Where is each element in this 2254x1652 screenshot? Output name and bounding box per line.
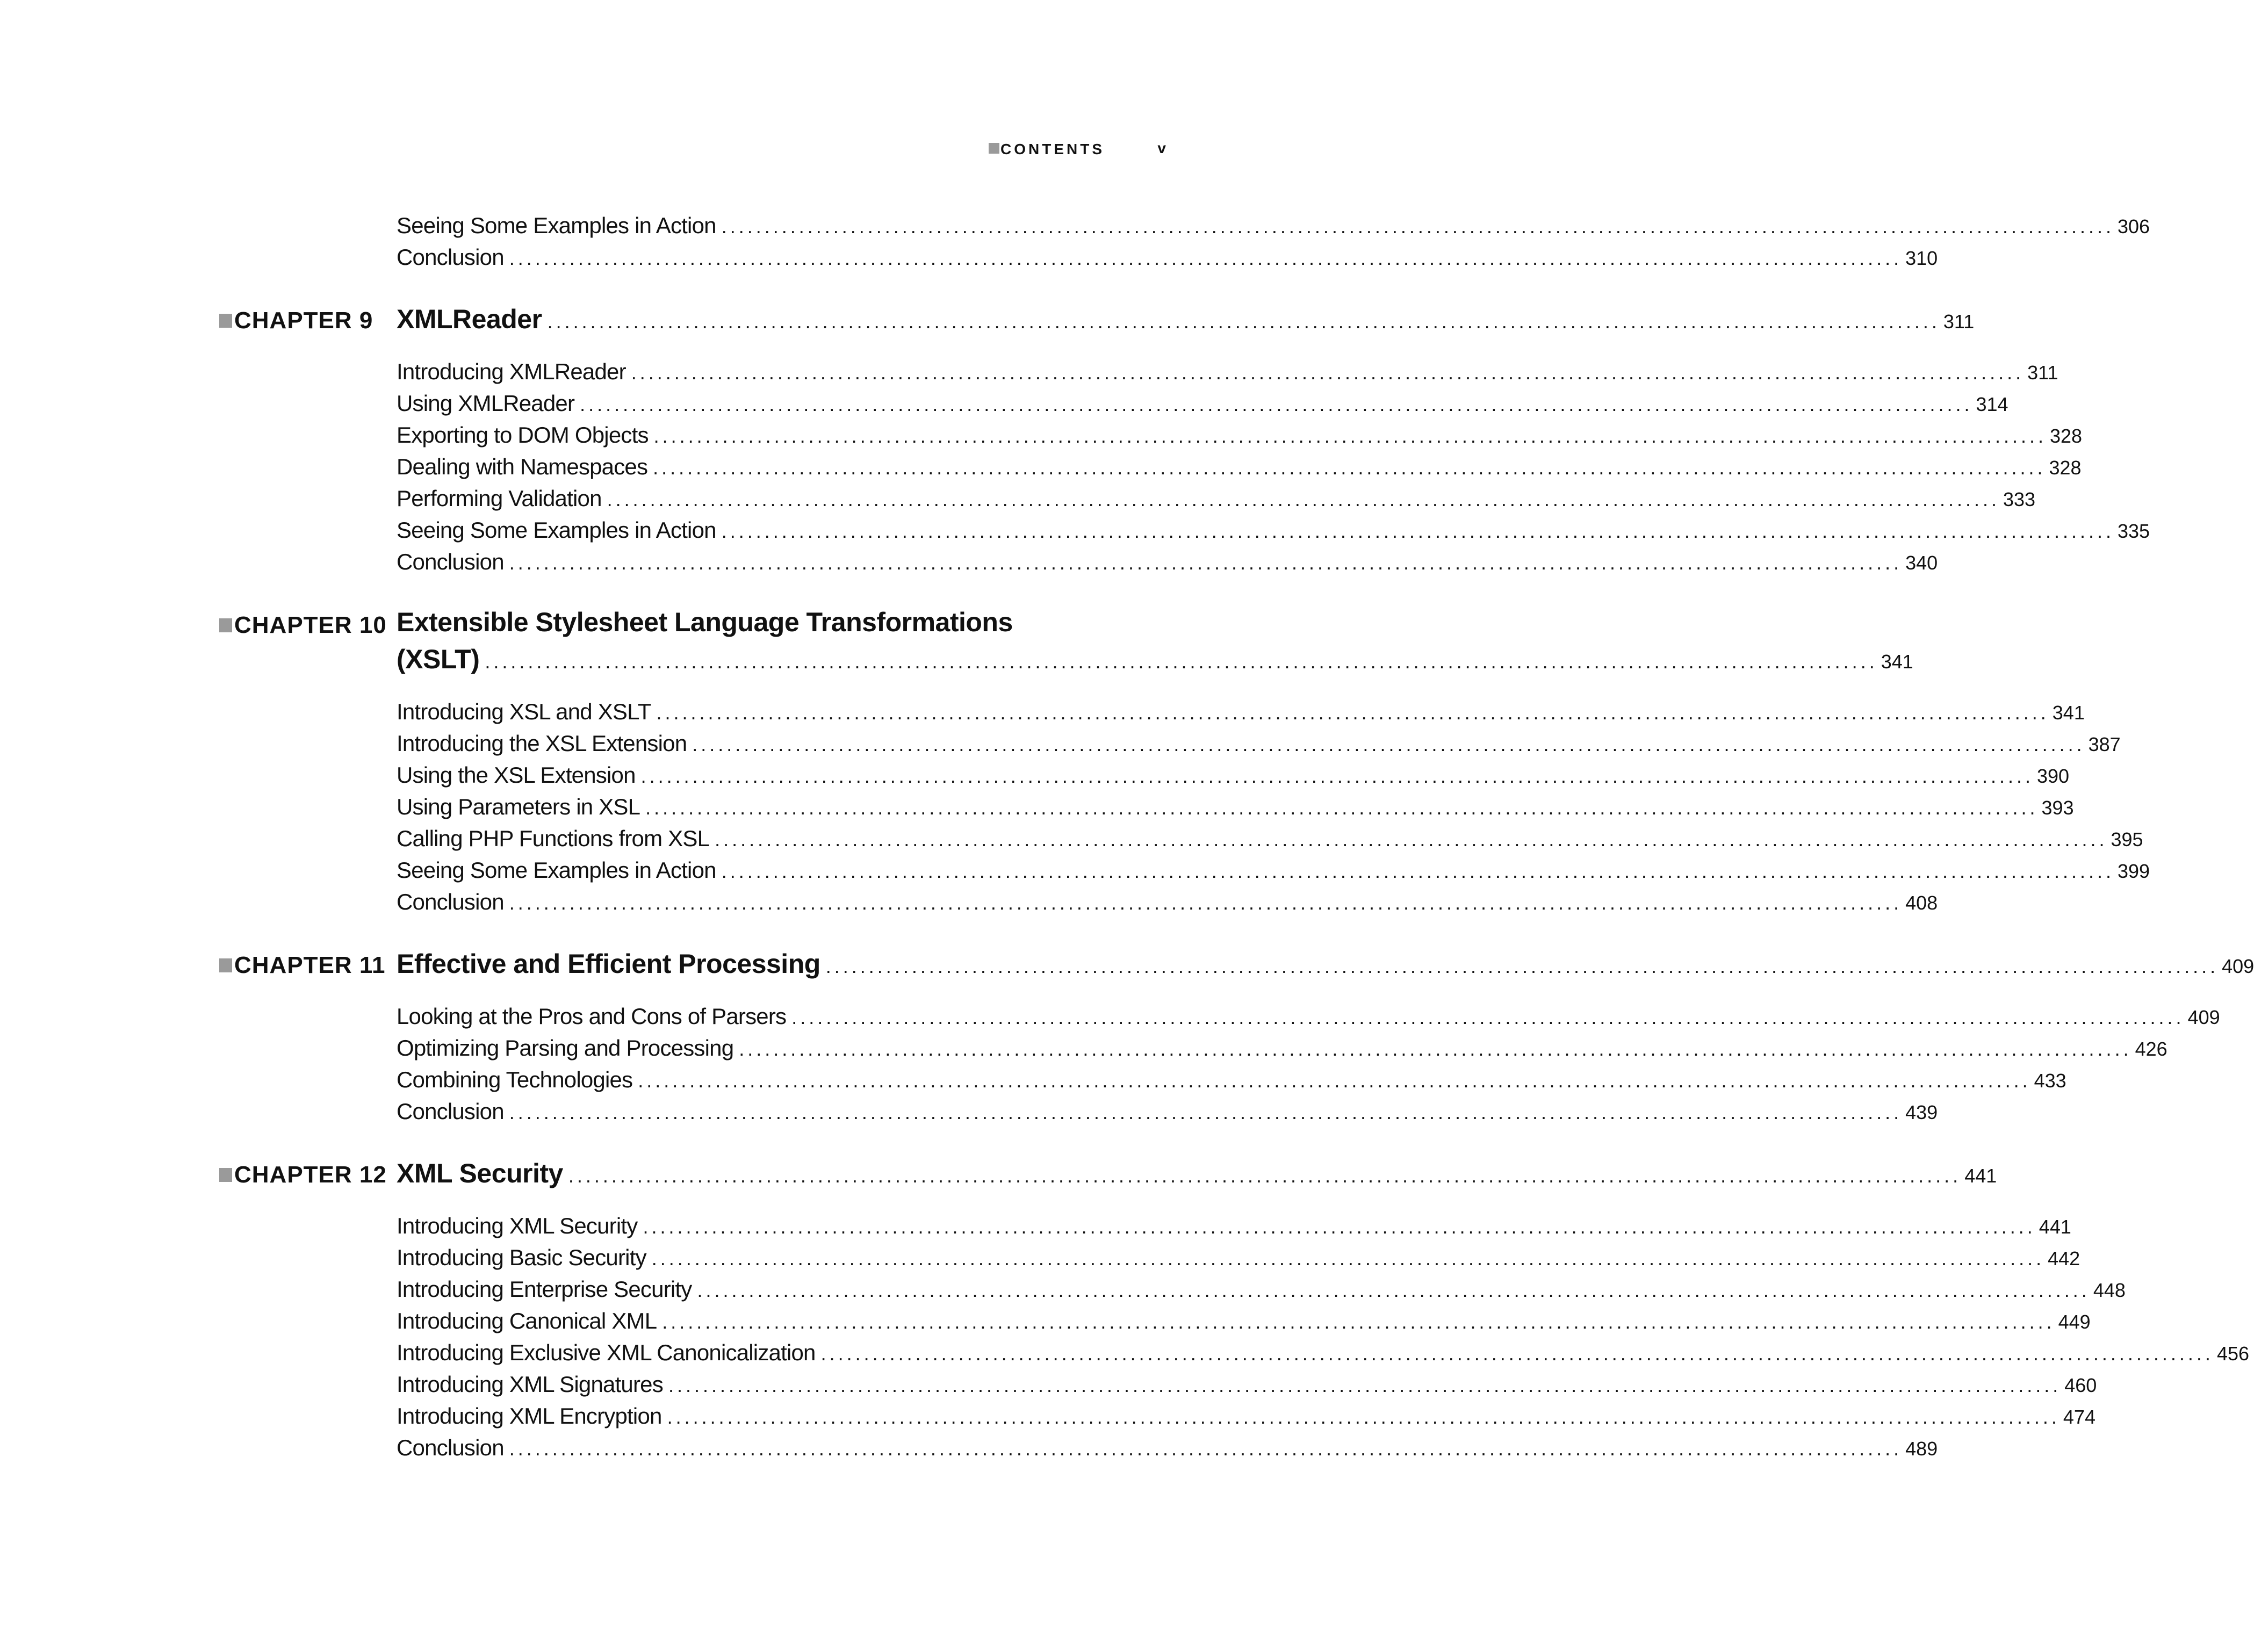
chapter-page: 341 (1881, 651, 1913, 673)
chapter-title-entry[interactable] (397, 1154, 1997, 1193)
entry-title: Introducing Enterprise Security (397, 1276, 692, 1302)
chapter-label: CHAPTER 9 (219, 307, 373, 334)
dot-leader: .................................................................................................................................................................. (739, 1038, 2132, 1060)
toc-entry[interactable] (397, 823, 2143, 854)
toc-entry[interactable] (397, 727, 2121, 759)
toc-entry[interactable] (397, 1400, 2095, 1432)
square-bullet-icon (219, 958, 232, 972)
dot-leader: .................................................................................................................................................................. (640, 765, 2034, 787)
dot-leader: .................................................................................................................................................................. (509, 1438, 1903, 1460)
entry-title: Using XMLReader (397, 391, 575, 416)
table-of-contents (219, 210, 2254, 1463)
entry-title: Seeing Some Examples in Action (397, 517, 716, 543)
entry-title: Exporting to DOM Objects (397, 422, 649, 448)
toc-entry[interactable] (397, 546, 1938, 578)
dot-leader: .................................................................................................................................................................. (715, 828, 2108, 850)
chapter-page: 409 (2222, 955, 2254, 977)
entry-page: 393 (2041, 797, 2074, 819)
dot-leader: .................................................................................................................................................................. (656, 702, 2049, 724)
entry-title: Conclusion (397, 244, 504, 270)
dot-leader: .................................................................................................................................................................. (653, 425, 2047, 447)
dot-leader: .................................................................................................................................................................. (692, 733, 2085, 755)
chapter-10-sections (219, 696, 2150, 918)
entry-page: 439 (1905, 1101, 1938, 1123)
dot-leader: .................................................................................................................................................................. (568, 1165, 1962, 1187)
continued-section-list (219, 210, 2150, 273)
section-label: CONTENTS (1000, 141, 1105, 157)
dot-leader: .................................................................................................................................................................. (721, 215, 2115, 237)
toc-entry[interactable] (397, 1032, 2167, 1064)
entry-title: Using Parameters in XSL (397, 794, 640, 819)
entry-page: 311 (2027, 362, 2058, 384)
entry-title: Combining Technologies (397, 1067, 633, 1092)
chapter-12-sections (219, 1210, 2250, 1463)
entry-title: Performing Validation (397, 486, 602, 511)
dot-leader: .................................................................................................................................................................. (721, 520, 2115, 542)
dot-leader: .................................................................................................................................................................. (580, 393, 1973, 415)
entry-title: Introducing XMLReader (397, 359, 626, 384)
entry-page: 460 (2064, 1374, 2097, 1396)
entry-title: Seeing Some Examples in Action (397, 213, 716, 238)
entry-page: 341 (2052, 702, 2085, 724)
chapter-label: CHAPTER 11 (219, 952, 385, 979)
dot-leader: .................................................................................................................................................................. (509, 552, 1903, 574)
dot-leader: .................................................................................................................................................................. (547, 311, 1940, 333)
toc-entry[interactable] (397, 1000, 2220, 1032)
entry-page: 409 (2187, 1006, 2220, 1028)
dot-leader: .................................................................................................................................................................. (643, 1216, 2036, 1238)
entry-title: Calling PHP Functions from XSL (397, 826, 710, 851)
dot-leader: .................................................................................................................................................................. (820, 1343, 2214, 1365)
toc-entry[interactable] (397, 1337, 2250, 1368)
chapter-page: 311 (1943, 311, 1975, 333)
dot-leader: .................................................................................................................................................................. (662, 1311, 2055, 1333)
dot-leader: .................................................................................................................................................................. (485, 651, 1878, 673)
dot-leader: .................................................................................................................................................................. (645, 797, 2039, 819)
chapter-label: CHAPTER 10 (219, 612, 387, 639)
entry-page: 408 (1905, 892, 1938, 914)
entry-page: 328 (2049, 457, 2082, 479)
toc-entry[interactable] (397, 356, 2058, 387)
entry-title: Conclusion (397, 1099, 504, 1124)
toc-entry[interactable] (397, 451, 2082, 482)
chapter-12 (219, 1154, 1997, 1193)
toc-entry[interactable] (397, 419, 2083, 451)
toc-entry[interactable] (397, 1210, 2071, 1242)
dot-leader: .................................................................................................................................................................. (825, 955, 2219, 977)
entry-page: 448 (2093, 1279, 2126, 1301)
entry-page: 390 (2036, 765, 2070, 787)
toc-entry[interactable] (397, 791, 2074, 823)
chapter-title[interactable]: Extensible Stylesheet Language Transformations (397, 607, 1013, 637)
entry-title: Introducing Exclusive XML Canonicalization (397, 1340, 816, 1365)
entry-page: 340 (1905, 552, 1938, 574)
chapter-title-continued: (XSLT) (397, 644, 480, 674)
entry-title: Conclusion (397, 1435, 504, 1460)
entry-page: 433 (2034, 1070, 2066, 1092)
dot-leader: .................................................................................................................................................................. (697, 1279, 2090, 1301)
entry-title: Optimizing Parsing and Processing (397, 1035, 734, 1061)
square-bullet-icon (219, 1168, 232, 1182)
entry-page: 335 (2118, 520, 2150, 542)
chapter-title: XMLReader (397, 304, 542, 334)
dot-leader: .................................................................................................................................................................. (667, 1406, 2060, 1428)
entry-page: 387 (2088, 733, 2121, 755)
entry-title: Introducing Canonical XML (397, 1308, 657, 1333)
toc-entry[interactable] (397, 1368, 2097, 1400)
toc-entry[interactable] (397, 759, 2070, 791)
chapter-9 (219, 300, 1975, 338)
dot-leader: .................................................................................................................................................................. (668, 1374, 2062, 1396)
toc-entry[interactable] (397, 1273, 2126, 1305)
entry-title: Introducing XML Security (397, 1213, 638, 1238)
toc-entry[interactable] (397, 210, 2150, 241)
chapter-title: Effective and Efficient Processing (397, 949, 820, 979)
chapter-11 (219, 944, 2254, 983)
chapter-label: CHAPTER 12 (219, 1162, 387, 1188)
square-bullet-icon (219, 618, 232, 632)
dot-leader: .................................................................................................................................................................. (638, 1070, 2031, 1092)
chapter-title-entry[interactable] (397, 640, 1913, 679)
chapter-page: 441 (1964, 1165, 1997, 1187)
entry-title: Conclusion (397, 549, 504, 574)
entry-page: 399 (2118, 860, 2150, 882)
entry-page: 306 (2118, 215, 2150, 237)
entry-page: 314 (1976, 393, 2008, 415)
chapter-11-sections (219, 1000, 2220, 1127)
entry-title: Using the XSL Extension (397, 762, 636, 788)
entry-title: Introducing XML Signatures (397, 1372, 663, 1397)
page-number: v (1157, 140, 1166, 156)
dot-leader: .................................................................................................................................................................. (607, 488, 2000, 510)
chapter-title: XML Security (397, 1158, 563, 1188)
entry-title: Looking at the Pros and Cons of Parsers (397, 1004, 787, 1029)
entry-page: 310 (1905, 247, 1938, 269)
toc-entry[interactable] (397, 1095, 1938, 1127)
entry-page: 395 (2111, 828, 2143, 850)
entry-page: 328 (2049, 425, 2083, 447)
entry-page: 456 (2216, 1343, 2250, 1365)
dot-leader: .................................................................................................................................................................. (651, 1247, 2045, 1269)
entry-title: Seeing Some Examples in Action (397, 857, 716, 883)
toc-entry[interactable] (397, 1064, 2066, 1095)
toc-entry[interactable] (397, 514, 2150, 546)
toc-entry[interactable] (397, 886, 1938, 918)
entry-title: Dealing with Namespaces (397, 454, 648, 479)
entry-page: 333 (2003, 488, 2036, 510)
chapter-title-entry[interactable] (397, 944, 2254, 983)
dot-leader: .................................................................................................................................................................. (509, 892, 1903, 914)
dot-leader: .................................................................................................................................................................. (509, 1101, 1903, 1123)
dot-leader: .................................................................................................................................................................. (631, 362, 2025, 384)
chapter-9-sections (219, 356, 2150, 578)
toc-entry[interactable] (397, 482, 2036, 514)
square-bullet-icon (219, 314, 232, 328)
entry-title: Introducing Basic Security (397, 1245, 646, 1270)
toc-entry[interactable] (397, 1432, 1938, 1463)
entry-page: 449 (2058, 1311, 2091, 1333)
dot-leader: .................................................................................................................................................................. (653, 457, 2046, 479)
chapter-10 (219, 604, 1913, 679)
toc-entry[interactable] (397, 387, 2008, 419)
entry-page: 441 (2039, 1216, 2071, 1238)
toc-entry[interactable] (397, 696, 2085, 727)
entry-page: 442 (2048, 1247, 2080, 1269)
dot-leader: .................................................................................................................................................................. (721, 860, 2115, 882)
toc-entry[interactable] (397, 1305, 2091, 1337)
entry-page: 474 (2063, 1406, 2095, 1428)
entry-title: Introducing XML Encryption (397, 1403, 662, 1429)
entry-title: Introducing XSL and XSLT (397, 699, 651, 724)
toc-entry[interactable] (397, 241, 1938, 273)
running-header (989, 139, 1166, 160)
entry-page: 489 (1905, 1438, 1938, 1460)
entry-title: Conclusion (397, 889, 504, 914)
dot-leader: .................................................................................................................................................................. (509, 247, 1903, 269)
chapter-title-entry[interactable] (397, 300, 1975, 338)
square-bullet-icon (989, 143, 999, 154)
entry-page: 426 (2135, 1038, 2167, 1060)
dot-leader: .................................................................................................................................................................. (791, 1006, 2185, 1028)
toc-entry[interactable] (397, 1242, 2080, 1273)
entry-title: Introducing the XSL Extension (397, 731, 687, 756)
toc-entry[interactable] (397, 854, 2150, 886)
